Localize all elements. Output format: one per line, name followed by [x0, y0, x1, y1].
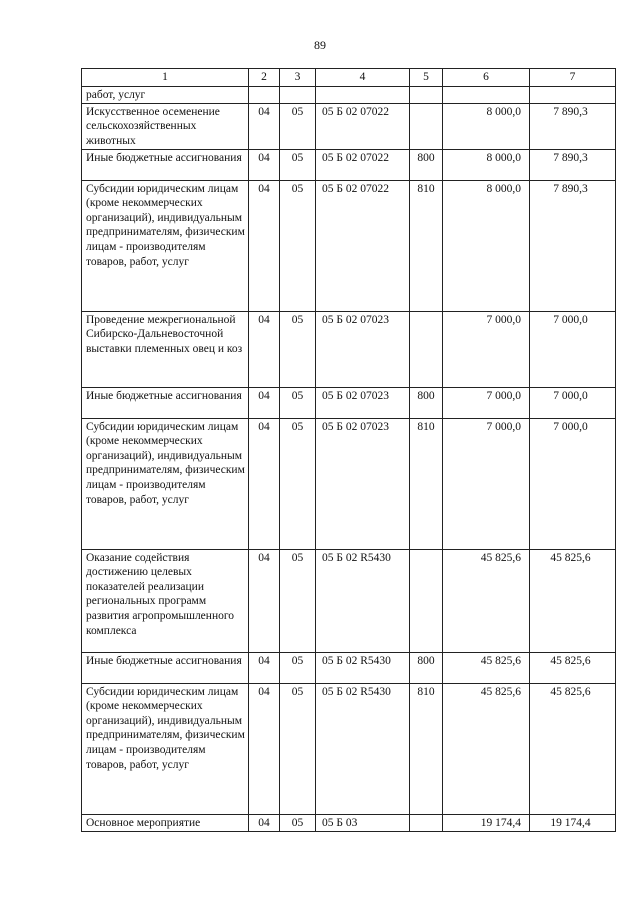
row-value-cell: 04: [249, 311, 280, 387]
table-row: [82, 549, 616, 652]
row-value-cell: 05 Б 02 07022: [316, 180, 410, 311]
row-value-cell: [249, 87, 280, 104]
row-value-cell: 05: [280, 683, 316, 814]
row-value-cell: 7 890,3: [530, 149, 616, 180]
row-value-cell: 45 825,6: [443, 549, 530, 652]
row-value-cell: 7 000,0: [530, 387, 616, 418]
table-row: [82, 418, 616, 549]
row-value-cell: [410, 311, 443, 387]
row-value-cell: 05: [280, 311, 316, 387]
row-value-cell: 05 Б 02 07023: [316, 387, 410, 418]
row-value-cell: 05: [280, 418, 316, 549]
row-value-cell: 7 000,0: [443, 418, 530, 549]
row-value-cell: 8 000,0: [443, 180, 530, 311]
row-value-cell: 19 174,4: [530, 814, 616, 831]
row-value-cell: 05 Б 02 07022: [316, 149, 410, 180]
header-cell: 3: [280, 69, 316, 87]
row-value-cell: [443, 87, 530, 104]
row-value-cell: [410, 103, 443, 149]
row-value-cell: 05: [280, 103, 316, 149]
row-value-cell: 45 825,6: [530, 652, 616, 683]
row-name-cell: Проведение межрегиональной Сибирско-Дальневосточной выставки племенных овец и коз: [82, 311, 249, 387]
row-name-cell: Субсидии юридическим лицам (кроме некоммерческих организаций), индивидуальным предпринимателям, физическим лицам - производителям товаров, работ, услуг: [82, 418, 249, 549]
table-row: [82, 814, 616, 831]
table-row: [82, 387, 616, 418]
row-value-cell: 7 000,0: [443, 311, 530, 387]
row-value-cell: 05 Б 02 R5430: [316, 652, 410, 683]
row-value-cell: 7 000,0: [443, 387, 530, 418]
table-row: [82, 311, 616, 387]
page-number: 89: [314, 38, 326, 52]
row-value-cell: [280, 87, 316, 104]
table-row: [82, 149, 616, 180]
row-value-cell: 04: [249, 683, 280, 814]
row-name-cell: Субсидии юридическим лицам (кроме некоммерческих организаций), индивидуальным предпринимателям, физическим лицам - производителям товаров, работ, услуг: [82, 180, 249, 311]
row-value-cell: 04: [249, 549, 280, 652]
row-value-cell: 04: [249, 180, 280, 311]
row-value-cell: 19 174,4: [443, 814, 530, 831]
row-value-cell: [316, 87, 410, 104]
header-cell: 4: [316, 69, 410, 87]
row-value-cell: 45 825,6: [530, 549, 616, 652]
table-row: [82, 180, 616, 311]
row-value-cell: 800: [410, 149, 443, 180]
row-value-cell: 05 Б 02 07023: [316, 311, 410, 387]
header-row: [82, 69, 616, 87]
header-cell: 2: [249, 69, 280, 87]
row-value-cell: 05 Б 02 R5430: [316, 549, 410, 652]
row-value-cell: 05 Б 03: [316, 814, 410, 831]
table-row: [82, 683, 616, 814]
row-value-cell: 800: [410, 652, 443, 683]
row-value-cell: 05: [280, 180, 316, 311]
row-value-cell: 05: [280, 149, 316, 180]
row-value-cell: 7 890,3: [530, 180, 616, 311]
row-value-cell: 810: [410, 683, 443, 814]
header-cell: 6: [443, 69, 530, 87]
row-value-cell: 7 000,0: [530, 311, 616, 387]
header-cell: 1: [82, 69, 249, 87]
row-value-cell: 04: [249, 418, 280, 549]
budget-table: [81, 68, 616, 832]
table-row: [82, 103, 616, 149]
row-value-cell: 810: [410, 180, 443, 311]
row-value-cell: 05: [280, 652, 316, 683]
row-value-cell: 05 Б 02 R5430: [316, 683, 410, 814]
row-value-cell: 04: [249, 652, 280, 683]
row-value-cell: 810: [410, 418, 443, 549]
row-value-cell: 04: [249, 387, 280, 418]
row-name-cell: Иные бюджетные ассигнования: [82, 387, 249, 418]
table-row: [82, 652, 616, 683]
row-name-cell: работ, услуг: [82, 87, 249, 104]
row-value-cell: [530, 87, 616, 104]
row-value-cell: [410, 549, 443, 652]
row-value-cell: 8 000,0: [443, 103, 530, 149]
row-name-cell: Основное мероприятие: [82, 814, 249, 831]
header-cell: 5: [410, 69, 443, 87]
row-value-cell: 7 000,0: [530, 418, 616, 549]
row-value-cell: 45 825,6: [443, 652, 530, 683]
header-cell: 7: [530, 69, 616, 87]
row-value-cell: [410, 814, 443, 831]
row-value-cell: 04: [249, 814, 280, 831]
row-name-cell: Субсидии юридическим лицам (кроме некоммерческих организаций), индивидуальным предпринимателям, физическим лицам - производителям товаров, работ, услуг: [82, 683, 249, 814]
row-value-cell: 04: [249, 103, 280, 149]
row-value-cell: 45 825,6: [530, 683, 616, 814]
row-value-cell: [410, 87, 443, 104]
row-value-cell: 04: [249, 149, 280, 180]
row-value-cell: 05 Б 02 07022: [316, 103, 410, 149]
row-value-cell: 05 Б 02 07023: [316, 418, 410, 549]
row-name-cell: Оказание содействия достижению целевых показателей реализации региональных программ развития агропромышленного комплекса: [82, 549, 249, 652]
row-value-cell: 7 890,3: [530, 103, 616, 149]
row-value-cell: 8 000,0: [443, 149, 530, 180]
row-name-cell: Иные бюджетные ассигнования: [82, 652, 249, 683]
table-row: [82, 87, 616, 104]
row-value-cell: 05: [280, 814, 316, 831]
row-value-cell: 05: [280, 549, 316, 652]
row-name-cell: Иные бюджетные ассигнования: [82, 149, 249, 180]
row-value-cell: 800: [410, 387, 443, 418]
row-name-cell: Искусственное осеменение сельскохозяйственных животных: [82, 103, 249, 149]
row-value-cell: 05: [280, 387, 316, 418]
row-value-cell: 45 825,6: [443, 683, 530, 814]
